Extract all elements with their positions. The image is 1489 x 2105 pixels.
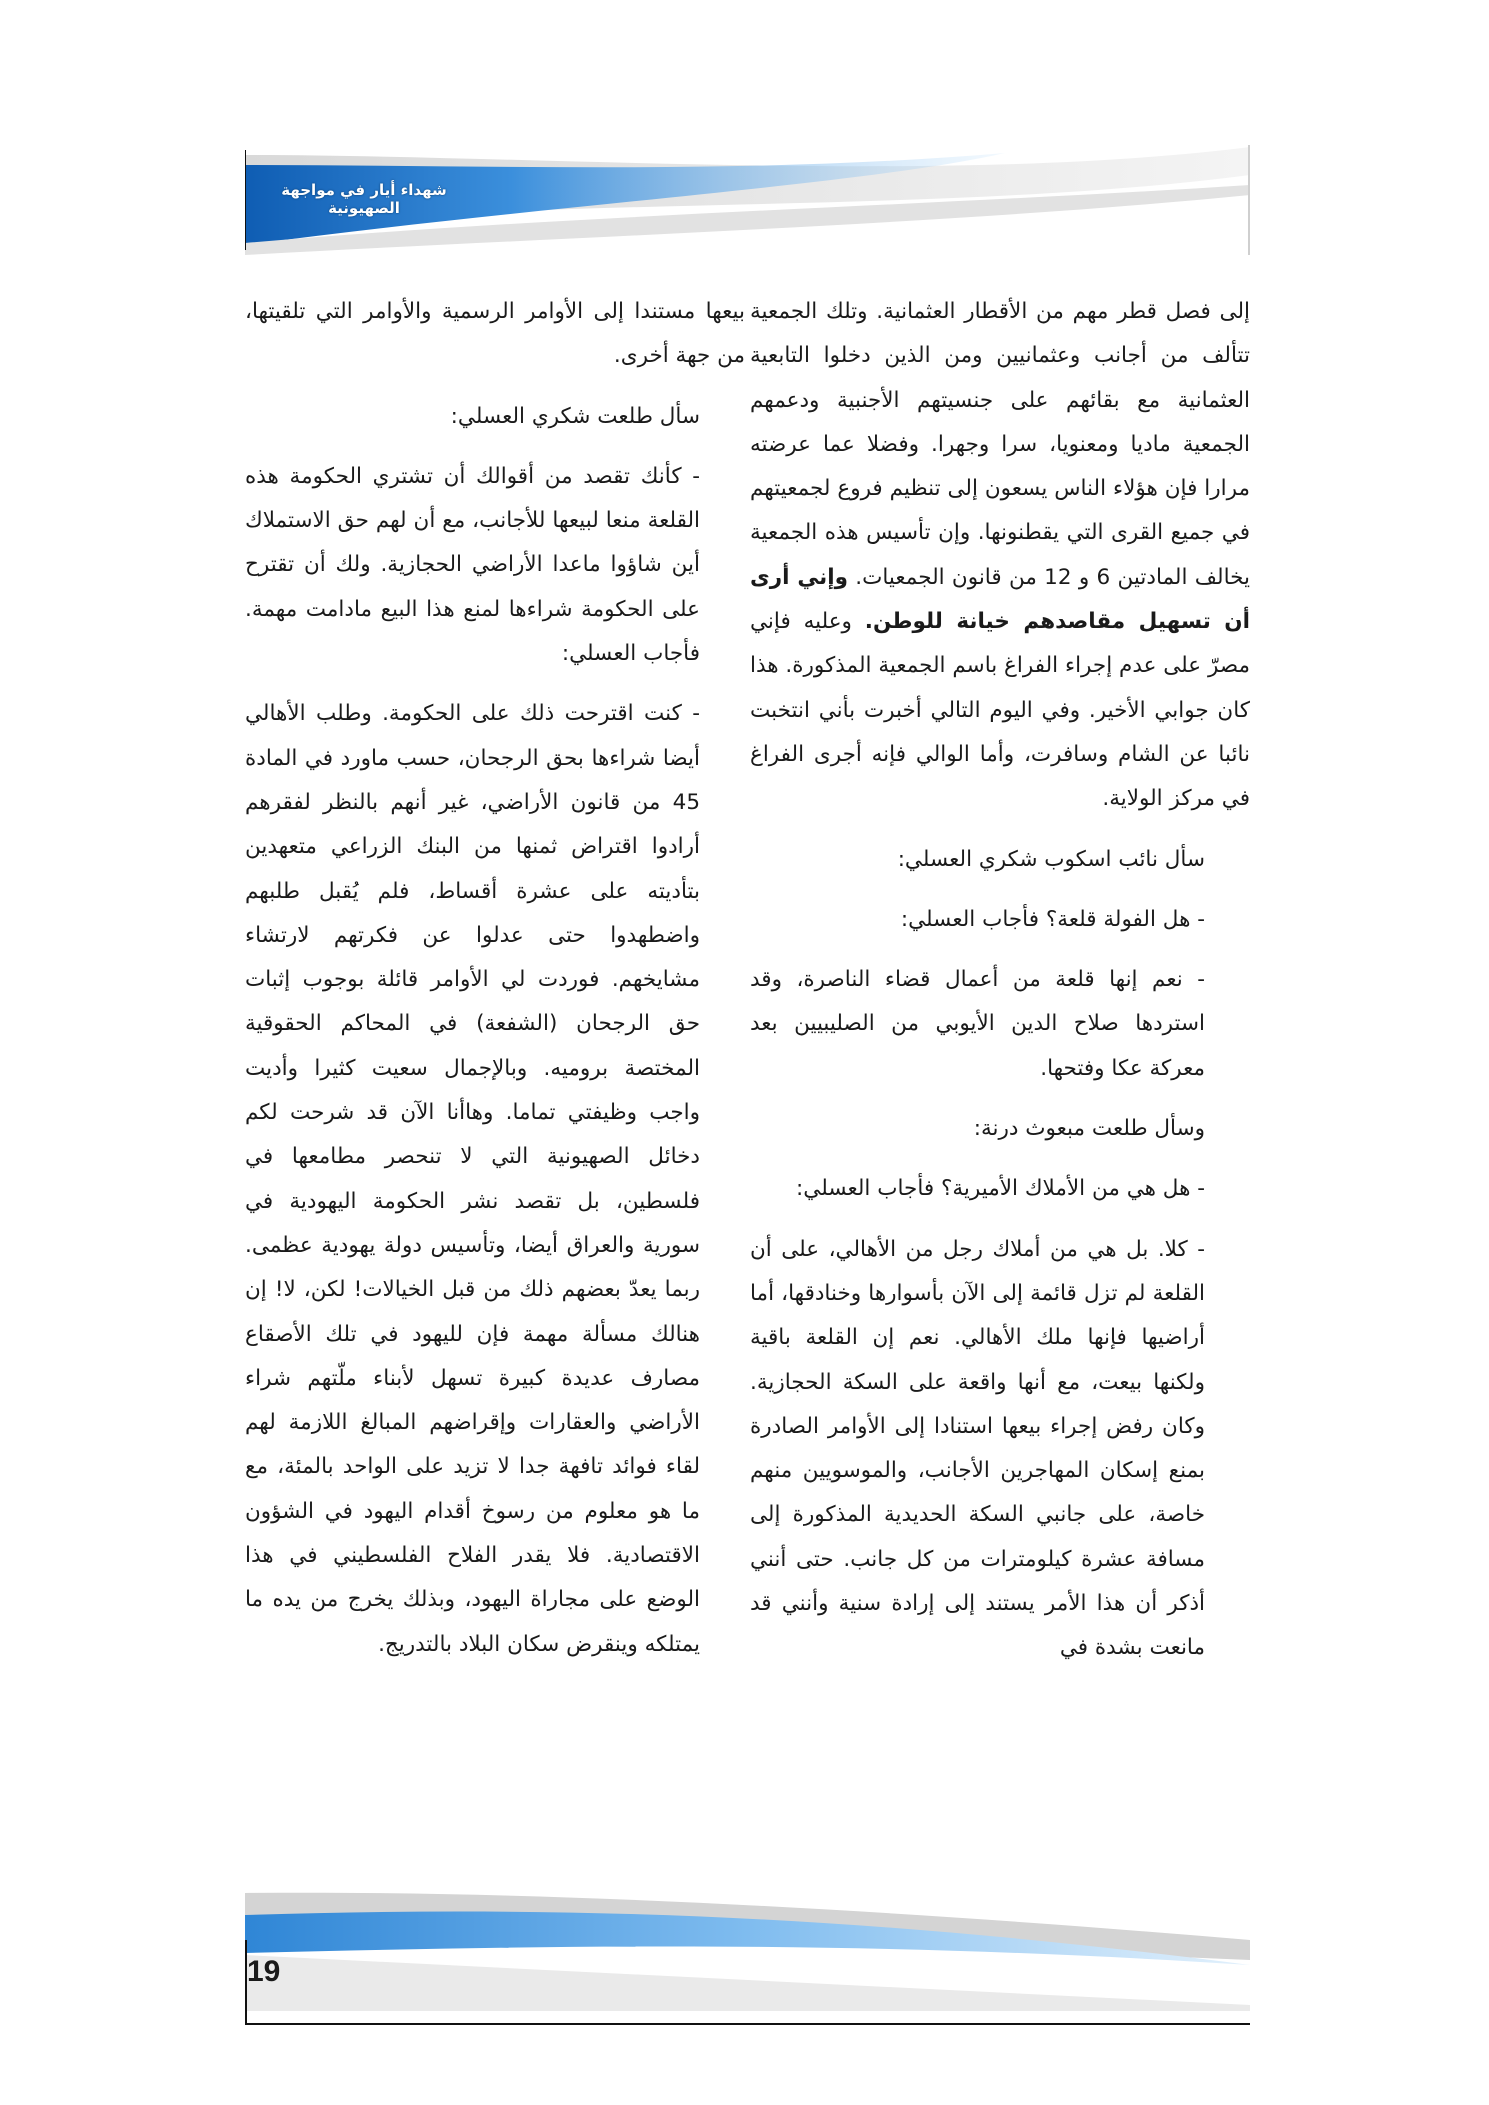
paragraph: بيعها مستندا إلى الأوامر الرسمية والأوامر التي تلقيتها، من جهة أخرى.: [245, 299, 745, 369]
paragraph: - هل هي من الأملاك الأميرية؟ فأجاب العسلي:: [796, 1176, 1205, 1202]
footer-banner: [245, 1885, 1250, 2025]
paragraph: وسأل طلعت مبعوث درنة:: [973, 1116, 1205, 1142]
paragraph: سأل طلعت شكري العسلي:: [450, 403, 700, 429]
paragraph: سأل نائب اسكوب شكري العسلي:: [897, 846, 1205, 872]
right-column: [750, 290, 1250, 1671]
left-column: [245, 290, 745, 1667]
footer-swoosh: [245, 1885, 1250, 2025]
paragraph: إلى فصل قطر مهم من الأقطار العثمانية. وتلك الجمعية تتألف من أجانب وعثمانيين ومن الذين دخلوا التابعية العثمانية مع بقائهم على جنسيتهم الأجنبية ودعمهم الجمعية ماديا ومعنويا، سرا وجهرا. وفضلا عما عرضته مرارا فإن هؤلاء الناس يسعون إلى تنظيم فروع لجمعيتهم في جميع القرى التي يقطنونها. وإن تأسيس هذه الجمعية يخالف المادتين 6 و 12 من قانون الجمعيات. وإني أرى أن تسهيل مقاصدهم خيانة للوطن. وعليه فإني مصرّ على عدم إجراء الفراغ باسم الجمعية المذكورة. هذا كان جوابي الأخير. وفي اليوم التالي أخبرت بأني انتخبت نائبا عن الشام وسافرت، وأما الوالي فإنه أجرى الفراغ في مركز الولاية.: [749, 299, 1250, 812]
paragraph: - كلا. بل هي من أملاك رجل من الأهالي، على أن القلعة لم تزل قائمة إلى الآن بأسوارها وخنادقها، أما أراضيها فإنها ملك الأهالي. نعم إن القلعة باقية ولكنها بيعت، مع أنها واقعة على السكة الحجازية. وكان رفض إجراء بيعها استنادا إلى الأوامر الصادرة بمنع إسكان المهاجرين الأجانب، والموسويين منهم خاصة، على جانبي السكة الحديدية المذكورة إلى مسافة عشرة كيلومترات من كل جانب. حتى أنني أذكر أن هذا الأمر يستند إلى إرادة سنية وأنني قد مانعت بشدة في: [750, 1236, 1205, 1661]
paragraph: - هل الفولة قلعة؟ فأجاب العسلي:: [900, 906, 1205, 932]
bold-phrase: وإني أرى أن تسهيل مقاصدهم خيانة للوطن.: [750, 564, 1250, 635]
paragraph: - كنت اقترحت ذلك على الحكومة. وطلب الأهالي أيضا شراءها بحق الرجحان، حسب ماورد في المادة 45 من قانون الأراضي، غير أنهم بالنظر لفقرهم أرادوا اقتراض ثمنها من البنك الزراعي متعهدين بتأديته على عشرة أقساط، فلم يُقبل طلبهم واضطهدوا حتى عدلوا عن فكرتهم لارتشاء مشايخهم. فوردت لي الأوامر قائلة بوجوب إثبات حق الرجحان (الشفعة) في المحاكم الحقوقية المختصة بروميه. وبالإجمال سعيت كثيرا وأديت واجب وظيفتي تماما. وهاأنا الآن قد شرحت لكم دخائل الصهيونية التي لا تنحصر مطامعها في فلسطين، بل تقصد نشر الحكومة اليهودية في سورية والعراق أيضا، وتأسيس دولة يهودية عظمى. ربما يعدّ بعضهم ذلك من قبل الخيالات! لكن، لا! إن هنالك مسألة مهمة فإن لليهود في تلك الأصقاع مصارف عديدة كبيرة تسهل لأبناء ملّتهم شراء الأراضي والعقارات وإقراضهم المبالغ اللازمة لهم لقاء فوائد تافهة جدا لا تزيد على الواحد بالمئة، مع ما هو معلوم من رسوخ أقدام اليهود في الشؤون الاقتصادية. فلا يقدر الفلاح الفلسطيني في هذا الوضع على مجاراة اليهود، وبذلك يخرج من يده ما يمتلكه وينقرض سكان البلاد بالتدريج.: [245, 701, 700, 1657]
paragraph: - كأنك تقصد من أقوالك أن تشتري الحكومة هذه القلعة منعا لبيعها للأجانب، مع أن لهم حق الاستملاك أين شاؤوا ماعدا الأراضي الحجازية. ولك أن تقترح على الحكومة شراءها لمنع هذا البيع مادامت مهمة. فأجاب العسلي:: [245, 463, 700, 667]
text-body: [245, 290, 1250, 1890]
paragraph: - نعم إنها قلعة من أعمال قضاء الناصرة، وقد استردها صلاح الدين الأيوبي من الصليبيين بعد معركة عكا وفتحها.: [750, 967, 1205, 1081]
page-number: 19: [247, 1955, 281, 1988]
header-banner: [245, 145, 1250, 255]
running-title: شهداء أيار في مواجهة الصهيونية: [281, 181, 447, 217]
